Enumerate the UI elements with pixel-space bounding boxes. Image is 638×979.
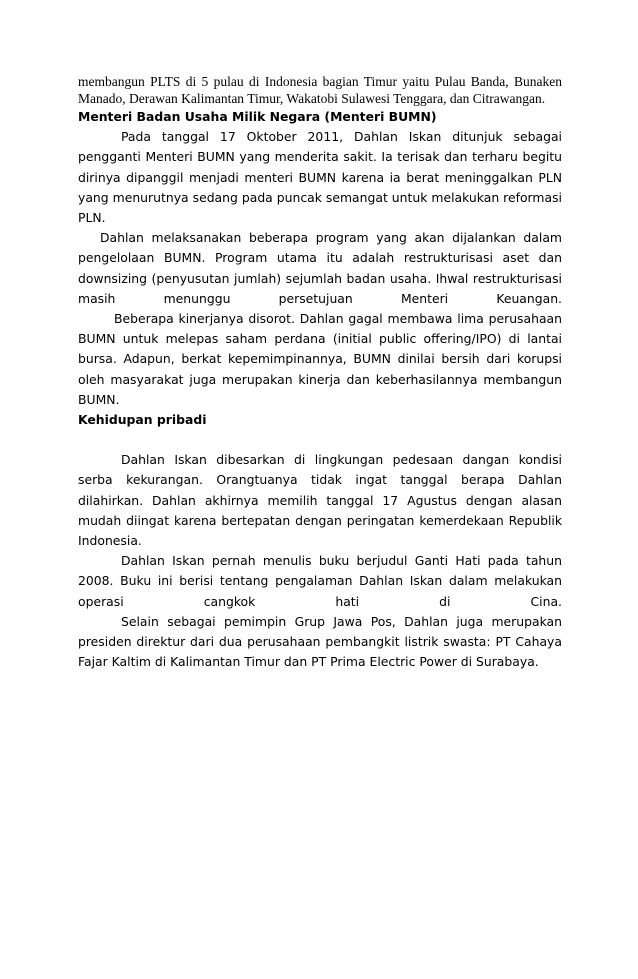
paragraph: Pada tanggal 17 Oktober 2011, Dahlan Iskan ditunjuk sebagai pengganti Menteri BUMN yang menderita sakit. Ia terisak dan terharu begitu dirinya dipanggil menjadi menteri BUMN karena ia berat meninggalkan PLN yang menurutnya sedang pada puncak semangat untuk melakukan reformasi PLN.: [78, 129, 562, 226]
paragraph: Beberapa kinerjanya disorot. Dahlan gagal membawa lima perusahaan BUMN untuk melepas saham perdana (initial public offering/IPO) di lantai bursa. Adapun, berkat kepemimpinannya, BUMN dinilai bersih dari korupsi oleh masyarakat juga merupakan kinerja dan keberhasilannya membangun BUMN.: [78, 311, 562, 407]
section-heading-kehidupan-pribadi: Kehidupan pribadi: [78, 412, 207, 428]
intro-paragraph: membangun PLTS di 5 pulau di Indonesia bagian Timur yaitu Pulau Banda, Bunaken Manado, Derawan Kalimantan Timur, Wakatobi Sulawesi Tenggara, dan Citrawangan.: [78, 74, 562, 106]
document-body: [78, 73, 562, 672]
paragraph: Dahlan Iskan dibesarkan di lingkungan pedesaan dangan kondisi serba kekurangan. Orangtuanya tidak ingat tanggal berapa Dahlan dilahirkan. Dahlan akhirnya memilih tanggal 17 Agustus dengan alasan mudah diingat karena bertepatan dengan peringatan kemerdekaan Republik Indonesia.: [78, 452, 562, 549]
paragraph: Selain sebagai pemimpin Grup Jawa Pos, Dahlan juga merupakan presiden direktur dari dua perusahaan pembangkit listrik swasta: PT Cahaya Fajar Kaltim di Kalimantan Timur dan PT Prima Electric Power di Surabaya.: [78, 613, 562, 670]
section-heading-menteri-bumn: Menteri Badan Usaha Milik Negara (Menteri BUMN): [78, 109, 437, 124]
spacer: [78, 430, 562, 450]
paragraph: Dahlan melaksanakan beberapa program yang akan dijalankan dalam pengelolaan BUMN. Program utama itu adalah restrukturisasi aset dan downsizing (penyusutan jumlah) sejumlah badan usaha. Ihwal restrukturisasi masih menunggu persetujuan Menteri Keuangan.: [78, 230, 562, 306]
paragraph: Dahlan Iskan pernah menulis buku berjudul Ganti Hati pada tahun 2008. Buku ini berisi tentang pengalaman Dahlan Iskan dalam melakukan operasi cangkok hati di Cina.: [78, 553, 562, 609]
